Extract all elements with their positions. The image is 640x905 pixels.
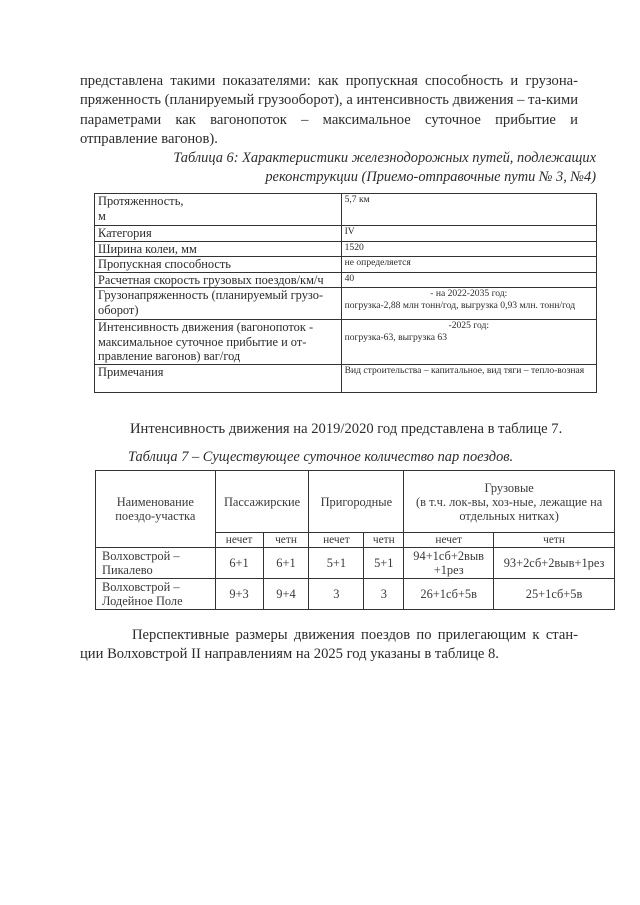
table-row: [95, 288, 597, 320]
table7-cell: 5+1: [364, 548, 404, 579]
table7-cell: 94+1сб+2выв +1рез: [404, 548, 494, 579]
table6-key: Примечания: [95, 364, 342, 392]
table6-value-head: -2025 год:: [448, 320, 490, 331]
table-row: [96, 579, 615, 610]
table6-value: погрузка-2,88 млн тонн/год, выгрузка 0,93 млн. тонн/год: [344, 300, 576, 311]
table7-subheader: нечет: [215, 533, 263, 548]
table6-key: Протяженность, м: [95, 194, 342, 226]
table6-value: 1520: [341, 241, 596, 257]
table6-value: не определяется: [341, 257, 596, 273]
table7-section: Волховстрой – Лодейное Поле: [96, 579, 216, 610]
table7-header-passenger: Пассажирские: [215, 471, 309, 533]
table6-key: Ширина колеи, мм: [95, 241, 342, 257]
table-row: [95, 272, 597, 288]
table-row: [95, 226, 597, 242]
table7-cell: 9+3: [215, 579, 263, 610]
table6-caption: [120, 149, 596, 187]
table7-cell: 5+1: [309, 548, 364, 579]
paragraph-bottom: Перспективные размеры движения поездов по прилегающим к стан-ции Волховстрой II направлениям на 2025 год указаны в таблице 8.: [80, 627, 578, 663]
table-row: [95, 241, 597, 257]
table7-section: Волховстрой – Пикалево: [96, 548, 216, 579]
table6-value: 40: [341, 272, 596, 288]
table6-key: Интенсивность движения (вагонопоток - максимальное суточное прибытие и от-правление вагонов) ваг/год: [95, 320, 342, 365]
table7-caption: Таблица 7 – Существующее суточное количество пар поездов.: [128, 449, 514, 465]
table7-subheader: четн: [364, 533, 404, 548]
table7-cell: 3: [364, 579, 404, 610]
table-row: [95, 364, 597, 392]
table7-header-freight: Грузовые: [484, 480, 534, 495]
table7-cell: 25+1сб+5в: [494, 579, 615, 610]
table6-key: Расчетная скорость грузовых поездов/км/ч: [95, 272, 342, 288]
table7-cell: 26+1сб+5в: [404, 579, 494, 610]
table6: [94, 193, 597, 393]
table6-key: Категория: [95, 226, 342, 242]
table-row: [95, 320, 597, 365]
table7-header-freight-cell: [404, 471, 615, 533]
table7-subheader: нечет: [404, 533, 494, 548]
paragraph-top: представлена такими показателями: как пропускная способность и грузона-пряженность (планируемый грузооборот), а интенсивность движения – та-кими параметрами как вагонопоток – максимальное суточное прибытие и отправление вагонов).: [80, 73, 578, 148]
table7-header-section: Наименование поездо-участка: [96, 471, 216, 548]
table6-caption-line1: Таблица 6: Характеристики железнодорожных путей, подлежащих: [173, 150, 596, 166]
table7-cell: 6+1: [215, 548, 263, 579]
table7-subheader: нечет: [309, 533, 364, 548]
table6-key: Пропускная способность: [95, 257, 342, 273]
table7-cell: 9+4: [263, 579, 309, 610]
table7-subheader: четн: [263, 533, 309, 548]
table6-value-cell: [341, 288, 596, 320]
table6-value: погрузка-63, выгрузка 63: [344, 332, 448, 343]
table-row: [95, 257, 597, 273]
table7: [95, 470, 615, 610]
table7-cell: 6+1: [263, 548, 309, 579]
table7-subheader: четн: [494, 533, 615, 548]
table-row: [96, 471, 615, 533]
table-row: [95, 194, 597, 226]
table7-cell: 3: [309, 579, 364, 610]
table6-value: 5,7 км: [341, 194, 596, 226]
paragraph-mid: Интенсивность движения на 2019/2020 год представлена в таблице 7.: [130, 421, 563, 437]
table6-caption-line2: реконструкции (Приемо-отправочные пути № 3, №4): [265, 169, 596, 185]
table6-value-cell: [341, 320, 596, 365]
table6-value: IV: [341, 226, 596, 242]
table-row: [96, 548, 615, 579]
table6-value: Вид строительства – капитальное, вид тяги – тепло-возная: [341, 364, 596, 392]
table7-header-freight-note: (в т.ч. лок-вы, хоз-ные, лежащие на отдельных нитках): [416, 494, 603, 523]
table6-value-head: - на 2022-2035 год:: [430, 288, 508, 299]
table7-cell: 93+2сб+2выв+1рез: [494, 548, 615, 579]
table6-key: Грузонапряженность (планируемый грузо-оборот): [95, 288, 342, 320]
table7-header-suburban: Пригородные: [309, 471, 404, 533]
